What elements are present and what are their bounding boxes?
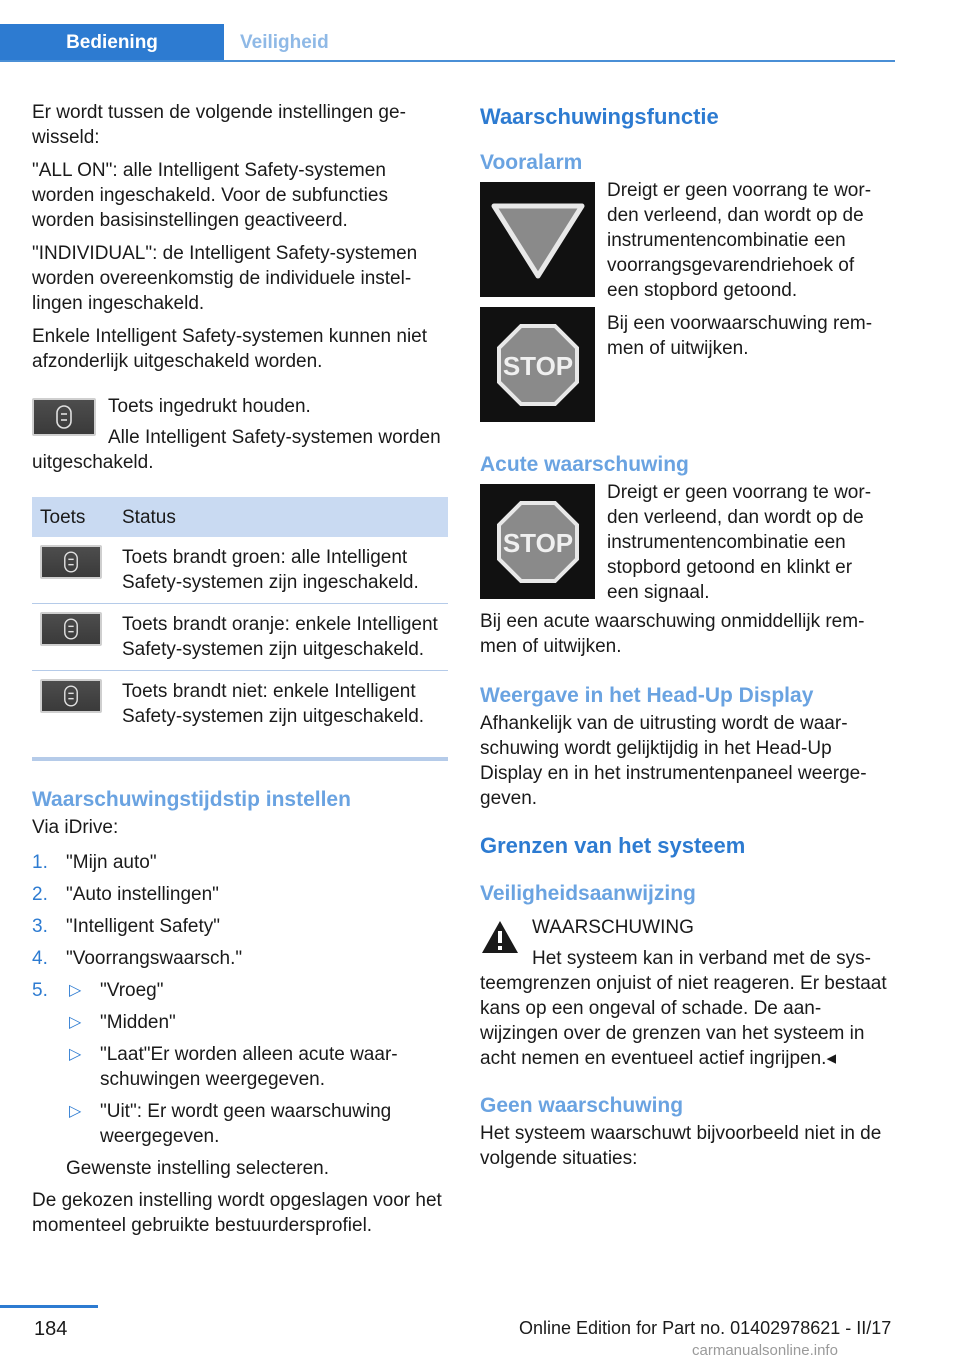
heading-prealarm: Vooralarm bbox=[480, 151, 583, 174]
via-idrive-text: Via iDrive: bbox=[32, 817, 119, 838]
list-item: 4. "Voorrangswaarsch." bbox=[32, 948, 243, 969]
prealarm-block bbox=[480, 178, 888, 422]
intelligent-safety-key-icon bbox=[32, 398, 96, 436]
heading-hud: Weergave in het Head-Up Display bbox=[480, 684, 814, 707]
heading-no-warning: Geen waarschuwing bbox=[480, 1094, 684, 1117]
svg-text:STOP: STOP bbox=[502, 527, 573, 558]
edition-text: Online Edition for Part no. 01402978621 - II/17 bbox=[519, 1318, 892, 1338]
warning-triangle-icon bbox=[480, 919, 520, 962]
triangle-bullet-icon: ▷ bbox=[69, 1103, 82, 1120]
hold-text-1: Toets ingedrukt houden. bbox=[108, 396, 311, 417]
hold-key-block bbox=[32, 394, 448, 475]
status-orange: Toets brandt oranje: enkele Intelligent Safety-systemen zijn uitgeschakeld. bbox=[114, 604, 448, 671]
triangle-bullet-icon: ▷ bbox=[69, 1014, 82, 1031]
acute-text-2: Bij een acute waarschuwing onmiddellijk remmen of uitwijken. bbox=[480, 611, 865, 657]
prealarm-text-2: Bij een voorwaarschuwing remmen of uitwijken. bbox=[607, 313, 873, 359]
key-status-table bbox=[32, 497, 448, 737]
stop-sign-icon bbox=[480, 307, 595, 422]
footer-rule bbox=[0, 1305, 98, 1308]
tab-bediening[interactable]: Bediening bbox=[0, 24, 224, 62]
heading-acute-warning: Acute waarschuwing bbox=[480, 453, 689, 476]
acute-text-1: Dreigt er geen voorrang te worden verleend, dan wordt op de instrumentencombinatie een stopbord getoond en klinkt er een signaal. bbox=[607, 482, 872, 603]
list-item: 5. ▷ "Vroeg" ▷ "Midden" ▷ "Laat"Er worden alleen acute waarschuwingen weergegeven. ▷ "Uit": Er wordt geen waarschuwing weergegeven. Gewenste instelling selecteren. bbox=[32, 978, 448, 1181]
svg-text:STOP: STOP bbox=[502, 350, 573, 381]
list-item: ▷ "Midden" bbox=[69, 1012, 176, 1033]
triangle-bullet-icon: ▷ bbox=[69, 1046, 82, 1063]
chapter-tab-bar bbox=[0, 24, 895, 62]
page-number: 184 bbox=[34, 1318, 68, 1340]
intelligent-safety-key-icon bbox=[40, 612, 102, 646]
hud-text: Afhankelijk van de uitrusting wordt de waarschuwing wordt gelijktijdig in het Head-Up Display en in het instrumentenpaneel weergegeven. bbox=[480, 713, 867, 809]
option-list bbox=[66, 978, 448, 1149]
list-item: 3. "Intelligent Safety" bbox=[32, 916, 220, 937]
yield-sign-icon bbox=[480, 182, 595, 297]
section-heading-warning-time: Waarschuwingstijdstip instellen bbox=[32, 788, 351, 811]
table-row bbox=[32, 671, 448, 738]
triangle-bullet-icon: ▷ bbox=[69, 982, 82, 999]
warning-block bbox=[480, 915, 888, 1071]
tab-veiligheid[interactable]: Veiligheid bbox=[240, 32, 329, 53]
select-setting-text: Gewenste instelling selecteren. bbox=[66, 1158, 329, 1179]
tab-divider bbox=[0, 60, 895, 62]
left-column bbox=[32, 100, 448, 1246]
list-item: 1. "Mijn auto" bbox=[32, 852, 157, 873]
table-row bbox=[32, 604, 448, 671]
heading-system-limits: Grenzen van het systeem bbox=[480, 833, 746, 858]
no-warning-text: Het systeem waarschuwt bijvoorbeeld niet in de volgende situaties: bbox=[480, 1123, 882, 1169]
warning-text: Het systeem kan in verband met de systeemgrenzen onjuist of niet reageren. Er bestaat kans op een ongeval of schade. De aanwijzingen over de grenzen van het systeem in acht nemen en eventueel actief ingrijpen.◂ bbox=[480, 948, 887, 1069]
intro-text: Er wordt tussen de volgende instellingen gewisseld: bbox=[32, 102, 406, 148]
intelligent-safety-key-icon bbox=[40, 679, 102, 713]
warning-title: WAARSCHUWING bbox=[532, 917, 694, 938]
list-item: ▷ "Vroeg" bbox=[69, 980, 164, 1001]
list-item: ▷ "Laat"Er worden alleen acute waarschuwingen weergegeven. bbox=[69, 1044, 398, 1090]
intelligent-safety-key-icon bbox=[40, 545, 102, 579]
status-green: Toets brandt groen: alle Intelligent Safety-systemen zijn ingeschakeld. bbox=[114, 537, 448, 604]
saved-setting-text: De gekozen instelling wordt opgeslagen voor het momenteel gebruikte bestuurdersprofiel. bbox=[32, 1190, 442, 1236]
list-item: ▷ "Uit": Er wordt geen waarschuwing weergegeven. bbox=[69, 1101, 392, 1147]
table-row bbox=[32, 537, 448, 604]
watermark-text: carmanualsonline.info bbox=[692, 1342, 838, 1359]
table-header-toets: Toets bbox=[32, 497, 114, 537]
prealarm-text-1: Dreigt er geen voorrang te worden verleend, dan wordt op de instrumentencombinatie een voorrangsgevarendriehoek of een stopbord getoond. bbox=[607, 180, 872, 301]
table-header-status: Status bbox=[114, 497, 448, 537]
table-end-rule bbox=[32, 757, 448, 761]
list-item: 2. "Auto instellingen" bbox=[32, 884, 219, 905]
idrive-steps bbox=[32, 850, 448, 1181]
heading-safety-note: Veiligheidsaanwijzing bbox=[480, 882, 696, 905]
individual-text: "INDIVIDUAL": de Intelligent Safety-systemen worden overeenkomstig de individuele instellingen ingeschakeld. bbox=[32, 243, 418, 314]
all-on-text: "ALL ON": alle Intelligent Safety-systemen worden ingeschakeld. Voor de subfuncties worden basisinstellingen geactiveerd. bbox=[32, 160, 388, 231]
stop-sign-icon bbox=[480, 484, 595, 599]
acute-block bbox=[480, 480, 888, 659]
note-text: Enkele Intelligent Safety-systemen kunnen niet afzonderlijk uitgeschakeld worden. bbox=[32, 326, 428, 372]
right-column bbox=[480, 100, 888, 1179]
heading-warning-function: Waarschuwingsfunctie bbox=[480, 104, 719, 129]
hold-text-2: Alle Intelligent Safety-systemen worden uitgeschakeld. bbox=[32, 427, 441, 473]
status-off: Toets brandt niet: enkele Intelligent Safety-systemen zijn uitgeschakeld. bbox=[122, 681, 425, 727]
